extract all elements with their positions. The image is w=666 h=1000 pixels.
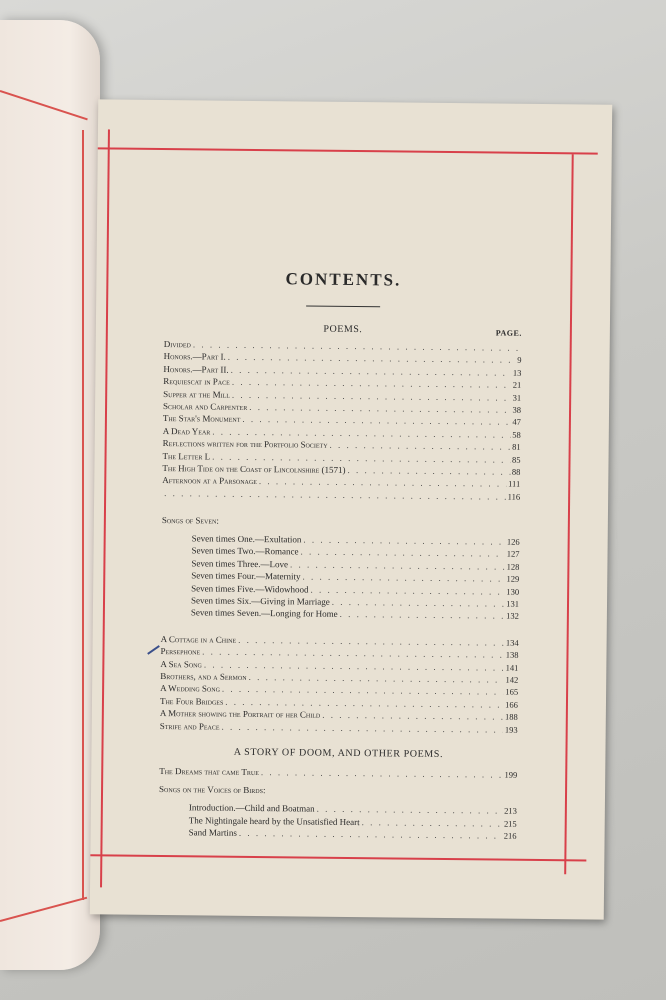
entry-page: 131 [506,598,520,609]
entry-page: 138 [505,649,519,660]
ink-tick-mark [147,645,160,655]
entry-page: 111 [508,478,521,490]
entry-title: Seven times Six.—Giving in Marriage [190,595,330,607]
entry-page: 47 [512,417,521,428]
entry-page: 193 [504,724,518,735]
entry-title: A Mother showing the Portrait of her Child [159,708,321,720]
page-column-label: PAGE. [495,328,522,338]
contents-page [90,99,613,919]
red-rule [82,130,84,900]
entry-page: 38 [512,404,522,415]
entry-title: Seven times Five.—Widowhood [191,582,309,595]
entry-title: Honors.—Part I. [163,351,226,363]
entry-title: Divided [163,339,191,350]
entry-page: 13 [512,367,522,378]
entry-page: 128 [506,561,520,572]
entry-title: The Nightingale heard by the Unsatisfied Heart [188,815,360,827]
entry-title: A Sea Song [160,658,202,670]
entry-title: Seven times Two.—Romance [191,545,299,557]
entry-page: 130 [506,586,520,597]
songs-of-seven-group [161,513,520,622]
entry-title: Brothers, and a Sermon [160,670,247,682]
entry-title: Seven times One.—Exultation [191,533,302,545]
red-frame-top [98,147,598,154]
group-label: Songs on the Voices of Birds: [159,784,266,796]
contents-body [159,268,523,842]
entry-page: 141 [505,662,519,673]
entry-page: 85 [511,454,521,465]
red-frame-bottom [90,854,586,861]
entry-page: 81 [512,441,521,452]
entry-page: 142 [505,674,519,685]
entry-page: 88 [511,466,521,477]
section-title: POEMS. [323,323,363,336]
more-poems-list [160,633,519,736]
group-label: Songs of Seven: [161,515,219,526]
entry-title: Seven times Four.—Maternity [191,570,301,582]
entry-title: A Wedding Song [160,683,221,695]
entry-title: The High Tide on the Coast of Lincolnshire (1571) [162,462,346,475]
entry-title: The Star's Monument [162,413,241,425]
entry-title: A Cottage in a Chine [160,633,237,645]
toc-entry [159,826,517,842]
entry-title: Afternoon at a Parsonage [162,475,257,487]
facing-page [0,20,100,970]
entry-title: A Dead Year [162,425,211,437]
entry-page: 127 [506,549,520,560]
entry-title: Supper at the Mill [163,388,231,400]
section-title: A STORY OF DOOM, AND OTHER POEMS. [233,746,444,760]
entry-page: 165 [505,687,519,698]
entry-title: Honors.—Part II. [163,363,229,375]
entry-page: 21 [512,379,522,390]
entry-page: 116 [507,491,521,502]
entry-title: Strife and Peace [159,720,220,732]
entry-page: 58 [512,429,521,440]
entry-title: The Four Bridges [159,695,224,707]
red-frame-left [100,129,110,887]
entry-page: 199 [504,769,518,780]
toc-entry [160,720,518,736]
entry-page: 9 [517,355,522,366]
entry-page: 215 [503,818,517,829]
story-list [159,765,518,842]
entry-title: Persephone [160,646,201,657]
entry-page: 213 [504,805,517,817]
entry-title: Seven times Seven.—Longing for Home [190,607,338,620]
entry-title: The Dreams that came True [159,765,259,777]
entry-title: Seven times Three.—Love [191,558,289,570]
entry-title: Requiescat in Pace [163,376,230,387]
entry-page: 126 [506,536,520,547]
title-underline [306,306,380,308]
entry-title: Sand Martins [188,827,237,838]
page-title: CONTENTS. [285,269,402,290]
entry-page: 129 [506,573,520,585]
entry-page: 216 [503,830,517,841]
red-frame-right [564,154,574,874]
red-rule [0,897,87,922]
entry-page: 166 [505,699,519,710]
entry-title: Scholar and Carpenter [163,400,248,412]
entry-title: The Letter L [162,450,211,462]
entry-page: 132 [506,611,519,622]
entry-page: 31 [512,392,522,403]
red-rule [0,90,88,120]
poems-list [162,338,522,503]
entry-page: 134 [505,637,519,648]
entry-title: Introduction.—Child and Boatman [188,802,315,814]
entry-title: Reflections written for the Portfolio Society [162,438,328,450]
entry-page: 188 [505,711,518,722]
